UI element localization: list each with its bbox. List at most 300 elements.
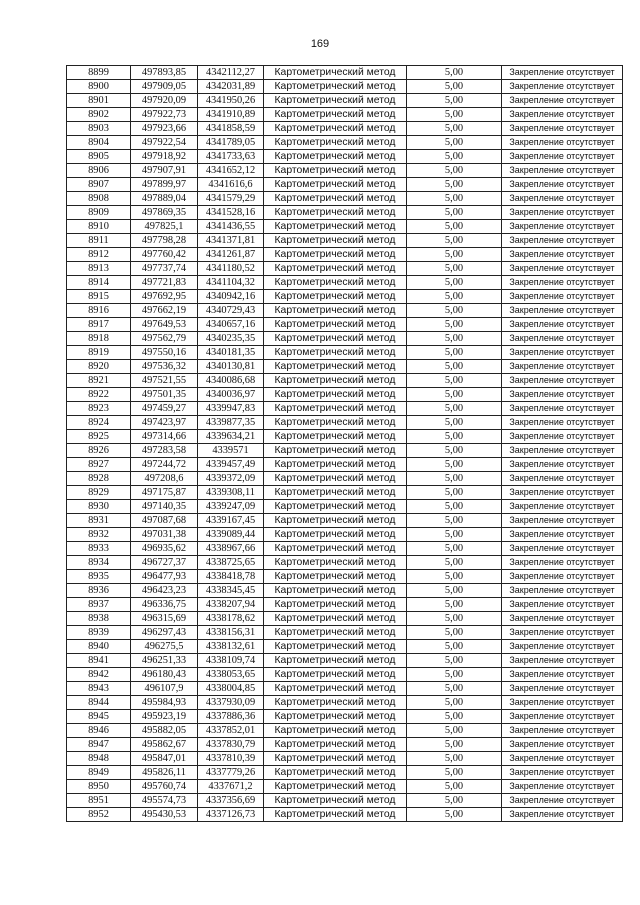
method-cell: Картометрический метод [264,416,407,430]
y-coordinate-cell: 4341371,81 [198,234,264,248]
point-number-cell: 8931 [67,514,131,528]
accuracy-cell: 5,00 [407,500,502,514]
method-cell: Картометрический метод [264,752,407,766]
accuracy-cell: 5,00 [407,570,502,584]
x-coordinate-cell: 496727,37 [131,556,198,570]
table-row [67,472,623,486]
y-coordinate-cell: 4338967,66 [198,542,264,556]
accuracy-cell: 5,00 [407,752,502,766]
x-coordinate-cell: 497721,83 [131,276,198,290]
method-cell: Картометрический метод [264,94,407,108]
method-cell: Картометрический метод [264,668,407,682]
y-coordinate-cell: 4339167,45 [198,514,264,528]
table-row [67,570,623,584]
y-coordinate-cell: 4340130,81 [198,360,264,374]
fixing-cell: Закрепление отсутствует [502,164,623,178]
y-coordinate-cell: 4337930,09 [198,696,264,710]
method-cell: Картометрический метод [264,164,407,178]
table-row [67,178,623,192]
table-row [67,444,623,458]
fixing-cell: Закрепление отсутствует [502,416,623,430]
x-coordinate-cell: 496336,75 [131,598,198,612]
method-cell: Картометрический метод [264,276,407,290]
x-coordinate-cell: 495862,67 [131,738,198,752]
x-coordinate-cell: 495826,11 [131,766,198,780]
table-row [67,794,623,808]
fixing-cell: Закрепление отсутствует [502,668,623,682]
table-body [67,66,623,822]
method-cell: Картометрический метод [264,430,407,444]
table-row [67,192,623,206]
method-cell: Картометрический метод [264,332,407,346]
x-coordinate-cell: 495760,74 [131,780,198,794]
point-number-cell: 8928 [67,472,131,486]
x-coordinate-cell: 497869,35 [131,206,198,220]
fixing-cell: Закрепление отсутствует [502,374,623,388]
table-row [67,94,623,108]
method-cell: Картометрический метод [264,472,407,486]
method-cell: Картометрический метод [264,766,407,780]
y-coordinate-cell: 4339634,21 [198,430,264,444]
point-number-cell: 8932 [67,528,131,542]
x-coordinate-cell: 496477,93 [131,570,198,584]
table-row [67,724,623,738]
y-coordinate-cell: 4338178,62 [198,612,264,626]
accuracy-cell: 5,00 [407,682,502,696]
accuracy-cell: 5,00 [407,710,502,724]
fixing-cell: Закрепление отсутствует [502,682,623,696]
y-coordinate-cell: 4340729,43 [198,304,264,318]
point-number-cell: 8927 [67,458,131,472]
table-row [67,388,623,402]
accuracy-cell: 5,00 [407,332,502,346]
x-coordinate-cell: 497918,92 [131,150,198,164]
table-row [67,626,623,640]
x-coordinate-cell: 495923,19 [131,710,198,724]
point-number-cell: 8912 [67,248,131,262]
y-coordinate-cell: 4341733,63 [198,150,264,164]
fixing-cell: Закрепление отсутствует [502,332,623,346]
point-number-cell: 8935 [67,570,131,584]
table-row [67,430,623,444]
point-number-cell: 8913 [67,262,131,276]
point-number-cell: 8901 [67,94,131,108]
point-number-cell: 8926 [67,444,131,458]
method-cell: Картометрический метод [264,458,407,472]
accuracy-cell: 5,00 [407,556,502,570]
method-cell: Картометрический метод [264,794,407,808]
table-row [67,640,623,654]
y-coordinate-cell: 4340235,35 [198,332,264,346]
x-coordinate-cell: 495984,93 [131,696,198,710]
table-row [67,486,623,500]
y-coordinate-cell: 4341261,87 [198,248,264,262]
accuracy-cell: 5,00 [407,388,502,402]
y-coordinate-cell: 4338418,78 [198,570,264,584]
table-row [67,290,623,304]
fixing-cell: Закрепление отсутствует [502,388,623,402]
x-coordinate-cell: 496423,23 [131,584,198,598]
fixing-cell: Закрепление отсутствует [502,458,623,472]
x-coordinate-cell: 497889,04 [131,192,198,206]
method-cell: Картометрический метод [264,682,407,696]
x-coordinate-cell: 497737,74 [131,262,198,276]
method-cell: Картометрический метод [264,108,407,122]
accuracy-cell: 5,00 [407,150,502,164]
accuracy-cell: 5,00 [407,780,502,794]
point-number-cell: 8907 [67,178,131,192]
point-number-cell: 8905 [67,150,131,164]
fixing-cell: Закрепление отсутствует [502,486,623,500]
point-number-cell: 8950 [67,780,131,794]
fixing-cell: Закрепление отсутствует [502,738,623,752]
accuracy-cell: 5,00 [407,290,502,304]
table-row [67,234,623,248]
y-coordinate-cell: 4337830,79 [198,738,264,752]
point-number-cell: 8936 [67,584,131,598]
table-row [67,220,623,234]
method-cell: Картометрический метод [264,220,407,234]
point-number-cell: 8930 [67,500,131,514]
table-row [67,416,623,430]
accuracy-cell: 5,00 [407,234,502,248]
point-number-cell: 8919 [67,346,131,360]
fixing-cell: Закрепление отсутствует [502,626,623,640]
y-coordinate-cell: 4341436,55 [198,220,264,234]
accuracy-cell: 5,00 [407,514,502,528]
fixing-cell: Закрепление отсутствует [502,150,623,164]
fixing-cell: Закрепление отсутствует [502,220,623,234]
method-cell: Картометрический метод [264,234,407,248]
accuracy-cell: 5,00 [407,276,502,290]
accuracy-cell: 5,00 [407,612,502,626]
fixing-cell: Закрепление отсутствует [502,262,623,276]
y-coordinate-cell: 4341180,52 [198,262,264,276]
method-cell: Картометрический метод [264,654,407,668]
method-cell: Картометрический метод [264,136,407,150]
x-coordinate-cell: 497423,97 [131,416,198,430]
accuracy-cell: 5,00 [407,220,502,234]
y-coordinate-cell: 4341616,6 [198,178,264,192]
point-number-cell: 8939 [67,626,131,640]
accuracy-cell: 5,00 [407,458,502,472]
x-coordinate-cell: 497922,73 [131,108,198,122]
fixing-cell: Закрепление отсутствует [502,80,623,94]
point-number-cell: 8934 [67,556,131,570]
x-coordinate-cell: 496275,5 [131,640,198,654]
table-row [67,808,623,822]
point-number-cell: 8929 [67,486,131,500]
x-coordinate-cell: 497899,97 [131,178,198,192]
fixing-cell: Закрепление отсутствует [502,402,623,416]
method-cell: Картометрический метод [264,584,407,598]
x-coordinate-cell: 497649,53 [131,318,198,332]
fixing-cell: Закрепление отсутствует [502,346,623,360]
table-row [67,780,623,794]
point-number-cell: 8918 [67,332,131,346]
fixing-cell: Закрепление отсутствует [502,290,623,304]
y-coordinate-cell: 4339372,09 [198,472,264,486]
table-row [67,164,623,178]
y-coordinate-cell: 4337356,69 [198,794,264,808]
accuracy-cell: 5,00 [407,108,502,122]
method-cell: Картометрический метод [264,542,407,556]
y-coordinate-cell: 4339571 [198,444,264,458]
fixing-cell: Закрепление отсутствует [502,794,623,808]
x-coordinate-cell: 497920,09 [131,94,198,108]
table-row [67,710,623,724]
fixing-cell: Закрепление отсутствует [502,640,623,654]
method-cell: Картометрический метод [264,696,407,710]
x-coordinate-cell: 497922,54 [131,136,198,150]
x-coordinate-cell: 497550,16 [131,346,198,360]
point-number-cell: 8902 [67,108,131,122]
point-number-cell: 8900 [67,80,131,94]
x-coordinate-cell: 497501,35 [131,388,198,402]
y-coordinate-cell: 4337886,36 [198,710,264,724]
accuracy-cell: 5,00 [407,66,502,80]
method-cell: Картометрический метод [264,640,407,654]
accuracy-cell: 5,00 [407,528,502,542]
point-number-cell: 8906 [67,164,131,178]
method-cell: Картометрический метод [264,66,407,80]
point-number-cell: 8940 [67,640,131,654]
accuracy-cell: 5,00 [407,444,502,458]
y-coordinate-cell: 4338345,45 [198,584,264,598]
method-cell: Картометрический метод [264,388,407,402]
point-number-cell: 8942 [67,668,131,682]
y-coordinate-cell: 4341104,32 [198,276,264,290]
accuracy-cell: 5,00 [407,136,502,150]
x-coordinate-cell: 497521,55 [131,374,198,388]
accuracy-cell: 5,00 [407,402,502,416]
table-row [67,668,623,682]
point-number-cell: 8947 [67,738,131,752]
point-number-cell: 8921 [67,374,131,388]
point-number-cell: 8917 [67,318,131,332]
table-row [67,136,623,150]
table-row [67,262,623,276]
method-cell: Картометрический метод [264,626,407,640]
y-coordinate-cell: 4337852,01 [198,724,264,738]
accuracy-cell: 5,00 [407,640,502,654]
fixing-cell: Закрепление отсутствует [502,542,623,556]
accuracy-cell: 5,00 [407,192,502,206]
accuracy-cell: 5,00 [407,738,502,752]
accuracy-cell: 5,00 [407,304,502,318]
x-coordinate-cell: 497923,66 [131,122,198,136]
fixing-cell: Закрепление отсутствует [502,234,623,248]
method-cell: Картометрический метод [264,262,407,276]
y-coordinate-cell: 4340942,16 [198,290,264,304]
y-coordinate-cell: 4341579,29 [198,192,264,206]
fixing-cell: Закрепление отсутствует [502,724,623,738]
method-cell: Картометрический метод [264,318,407,332]
accuracy-cell: 5,00 [407,472,502,486]
point-number-cell: 8952 [67,808,131,822]
fixing-cell: Закрепление отсутствует [502,206,623,220]
method-cell: Картометрический метод [264,192,407,206]
method-cell: Картометрический метод [264,80,407,94]
table-row [67,346,623,360]
x-coordinate-cell: 497175,87 [131,486,198,500]
fixing-cell: Закрепление отсутствует [502,752,623,766]
x-coordinate-cell: 497536,32 [131,360,198,374]
table-row [67,332,623,346]
x-coordinate-cell: 497662,19 [131,304,198,318]
y-coordinate-cell: 4341789,05 [198,136,264,150]
table-row [67,402,623,416]
y-coordinate-cell: 4339247,09 [198,500,264,514]
table-row [67,696,623,710]
x-coordinate-cell: 497562,79 [131,332,198,346]
point-number-cell: 8909 [67,206,131,220]
table-row [67,514,623,528]
y-coordinate-cell: 4341528,16 [198,206,264,220]
point-number-cell: 8899 [67,66,131,80]
table-row [67,206,623,220]
accuracy-cell: 5,00 [407,80,502,94]
point-number-cell: 8904 [67,136,131,150]
y-coordinate-cell: 4338132,61 [198,640,264,654]
method-cell: Картометрический метод [264,514,407,528]
fixing-cell: Закрепление отсутствует [502,780,623,794]
method-cell: Картометрический метод [264,122,407,136]
x-coordinate-cell: 497798,28 [131,234,198,248]
table-row [67,108,623,122]
fixing-cell: Закрепление отсутствует [502,612,623,626]
table-row [67,766,623,780]
y-coordinate-cell: 4341950,26 [198,94,264,108]
x-coordinate-cell: 496935,62 [131,542,198,556]
accuracy-cell: 5,00 [407,262,502,276]
fixing-cell: Закрепление отсутствует [502,360,623,374]
method-cell: Картометрический метод [264,528,407,542]
point-number-cell: 8923 [67,402,131,416]
point-number-cell: 8915 [67,290,131,304]
x-coordinate-cell: 495847,01 [131,752,198,766]
accuracy-cell: 5,00 [407,696,502,710]
point-number-cell: 8943 [67,682,131,696]
accuracy-cell: 5,00 [407,654,502,668]
x-coordinate-cell: 497692,95 [131,290,198,304]
accuracy-cell: 5,00 [407,206,502,220]
point-number-cell: 8937 [67,598,131,612]
accuracy-cell: 5,00 [407,766,502,780]
method-cell: Картометрический метод [264,150,407,164]
accuracy-cell: 5,00 [407,374,502,388]
point-number-cell: 8933 [67,542,131,556]
method-cell: Картометрический метод [264,444,407,458]
fixing-cell: Закрепление отсутствует [502,318,623,332]
y-coordinate-cell: 4340657,16 [198,318,264,332]
fixing-cell: Закрепление отсутствует [502,654,623,668]
point-number-cell: 8946 [67,724,131,738]
accuracy-cell: 5,00 [407,794,502,808]
point-number-cell: 8945 [67,710,131,724]
y-coordinate-cell: 4340086,68 [198,374,264,388]
fixing-cell: Закрепление отсутствует [502,94,623,108]
table-row [67,304,623,318]
method-cell: Картометрический метод [264,612,407,626]
x-coordinate-cell: 497459,27 [131,402,198,416]
y-coordinate-cell: 4339457,49 [198,458,264,472]
x-coordinate-cell: 496180,43 [131,668,198,682]
method-cell: Картометрический метод [264,556,407,570]
y-coordinate-cell: 4337671,2 [198,780,264,794]
method-cell: Картометрический метод [264,178,407,192]
method-cell: Картометрический метод [264,206,407,220]
accuracy-cell: 5,00 [407,318,502,332]
table-row [67,752,623,766]
method-cell: Картометрический метод [264,290,407,304]
point-number-cell: 8951 [67,794,131,808]
fixing-cell: Закрепление отсутствует [502,430,623,444]
fixing-cell: Закрепление отсутствует [502,276,623,290]
accuracy-cell: 5,00 [407,724,502,738]
point-number-cell: 8910 [67,220,131,234]
fixing-cell: Закрепление отсутствует [502,444,623,458]
y-coordinate-cell: 4338725,65 [198,556,264,570]
method-cell: Картометрический метод [264,360,407,374]
x-coordinate-cell: 497140,35 [131,500,198,514]
y-coordinate-cell: 4342031,89 [198,80,264,94]
accuracy-cell: 5,00 [407,122,502,136]
x-coordinate-cell: 496315,69 [131,612,198,626]
table-row [67,122,623,136]
x-coordinate-cell: 496107,9 [131,682,198,696]
method-cell: Картометрический метод [264,738,407,752]
method-cell: Картометрический метод [264,402,407,416]
x-coordinate-cell: 497760,42 [131,248,198,262]
x-coordinate-cell: 497907,91 [131,164,198,178]
table-row [67,150,623,164]
y-coordinate-cell: 4341652,12 [198,164,264,178]
fixing-cell: Закрепление отсутствует [502,248,623,262]
fixing-cell: Закрепление отсутствует [502,710,623,724]
table-row [67,542,623,556]
accuracy-cell: 5,00 [407,416,502,430]
y-coordinate-cell: 4341858,59 [198,122,264,136]
table-row [67,374,623,388]
fixing-cell: Закрепление отсутствует [502,472,623,486]
x-coordinate-cell: 497244,72 [131,458,198,472]
fixing-cell: Закрепление отсутствует [502,304,623,318]
y-coordinate-cell: 4340181,35 [198,346,264,360]
accuracy-cell: 5,00 [407,178,502,192]
x-coordinate-cell: 497909,05 [131,80,198,94]
table-row [67,80,623,94]
y-coordinate-cell: 4337810,39 [198,752,264,766]
y-coordinate-cell: 4339877,35 [198,416,264,430]
method-cell: Картометрический метод [264,374,407,388]
point-number-cell: 8914 [67,276,131,290]
y-coordinate-cell: 4340036,97 [198,388,264,402]
accuracy-cell: 5,00 [407,626,502,640]
table-row [67,276,623,290]
table-row [67,584,623,598]
y-coordinate-cell: 4338109,74 [198,654,264,668]
x-coordinate-cell: 497087,68 [131,514,198,528]
table-row [67,682,623,696]
point-number-cell: 8924 [67,416,131,430]
coordinates-table [66,65,623,822]
fixing-cell: Закрепление отсутствует [502,500,623,514]
accuracy-cell: 5,00 [407,164,502,178]
point-number-cell: 8908 [67,192,131,206]
point-number-cell: 8922 [67,388,131,402]
method-cell: Картометрический метод [264,598,407,612]
